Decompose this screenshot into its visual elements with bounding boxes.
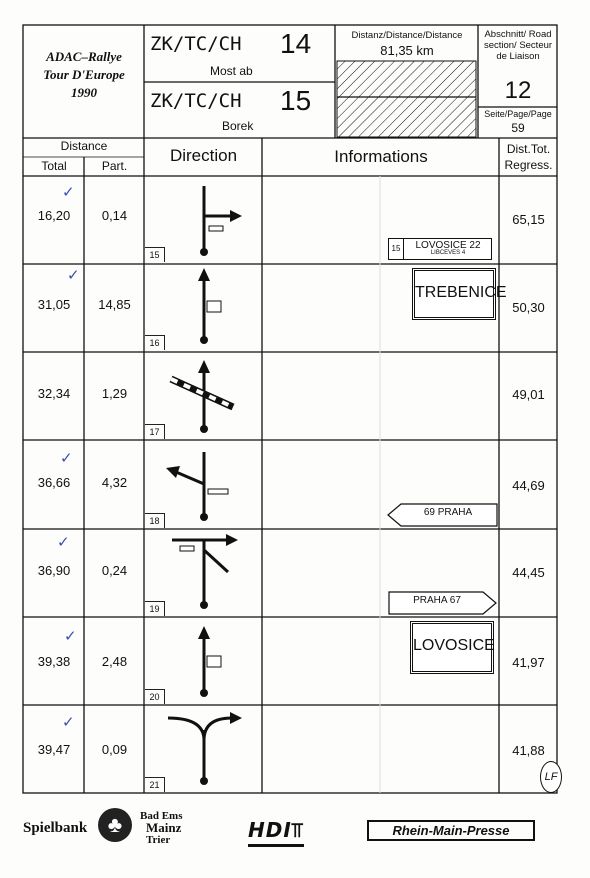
spielbank-text: Spielbank xyxy=(23,820,88,836)
rally-year: 1990 xyxy=(71,85,97,100)
col-distance: Distance xyxy=(60,139,108,153)
section-label: Abschnitt/ Road section/ Secteur de Liaison xyxy=(483,29,553,62)
tulip-21-t-junction xyxy=(168,712,242,785)
col-part: Part. xyxy=(101,159,128,173)
tulip-16-straight xyxy=(198,268,221,344)
row-part: 1,29 xyxy=(101,386,128,401)
tulip-18-fork-left xyxy=(166,452,228,521)
check-mark: ✓ xyxy=(57,533,70,551)
row-total: 39,38 xyxy=(37,654,71,669)
section-value: 12 xyxy=(504,77,532,104)
rally-line1: ADAC–Rallye xyxy=(46,49,122,64)
row-regress: 50,30 xyxy=(512,300,545,315)
from-code: ZK/TC/CH xyxy=(150,33,242,55)
row-number: 20 xyxy=(145,689,165,704)
row-part: 2,48 xyxy=(101,654,128,669)
row-number: 17 xyxy=(145,424,165,439)
row-number: 18 xyxy=(145,513,165,528)
row-total: 39,47 xyxy=(37,742,71,757)
row-regress: 41,97 xyxy=(512,655,545,670)
initials-signature: LF xyxy=(540,761,562,793)
city-mainz: Mainz xyxy=(146,820,182,835)
from-number: 14 xyxy=(280,28,312,59)
row-part: 0,14 xyxy=(101,208,128,223)
to-code: ZK/TC/CH xyxy=(150,90,242,112)
sign-69-praha-text: 69 PRAHA xyxy=(423,507,473,518)
col-total: Total xyxy=(41,159,67,173)
rally-line2: Tour D'Europe xyxy=(43,67,125,82)
spielbank-cities xyxy=(140,810,183,846)
page-value: 59 xyxy=(511,121,525,135)
row-total: 31,05 xyxy=(37,297,71,312)
row-total: 32,34 xyxy=(37,386,71,401)
tulip-17-crossing xyxy=(171,360,233,433)
distance-value: 81,35 km xyxy=(380,43,434,58)
sign-lovosice: LOVOSICE xyxy=(410,621,494,674)
sign-number: 15 xyxy=(389,239,404,259)
sign-praha-67-text: PRAHA 67 xyxy=(413,595,461,606)
check-mark: ✓ xyxy=(64,627,77,645)
tulip-20-straight xyxy=(198,626,221,697)
check-mark: ✓ xyxy=(62,183,75,201)
col-dist-tot-label: Dist.Tot. xyxy=(506,142,551,156)
distance-label: Distanz/Distance/Distance xyxy=(351,30,463,41)
row-total: 36,66 xyxy=(37,475,71,490)
check-mark: ✓ xyxy=(62,713,75,731)
row-number: 21 xyxy=(145,777,165,792)
row-part: 4,32 xyxy=(101,475,128,490)
rhein-main-presse-logo: Rhein-Main-Presse xyxy=(367,820,535,841)
row-regress: 44,45 xyxy=(512,565,545,580)
hdi-logo xyxy=(248,818,304,847)
sign-sub: LIBCEVES 4 xyxy=(430,250,466,256)
sign-lovosice-22 xyxy=(388,238,492,260)
row-regress: 49,01 xyxy=(512,387,545,402)
spielbank-logo xyxy=(23,820,87,837)
city-trier: Trier xyxy=(146,834,171,846)
to-number: 15 xyxy=(280,85,312,116)
tulip-15-right-turn xyxy=(200,186,242,256)
sign-main: LOVOSICE 22 xyxy=(415,240,481,251)
hdi-text: HDI xyxy=(248,818,292,842)
clover-icon: ♣ xyxy=(98,808,132,842)
from-place: Most ab xyxy=(210,64,253,78)
row-number: 19 xyxy=(145,601,165,616)
check-mark: ✓ xyxy=(60,449,73,467)
check-mark: ✓ xyxy=(67,266,80,284)
hdi-mark-icon: ⫪ xyxy=(291,818,305,842)
row-number: 16 xyxy=(145,335,165,350)
row-part: 0,09 xyxy=(101,742,128,757)
row-regress: 41,88 xyxy=(512,743,545,758)
row-total: 36,90 xyxy=(37,563,71,578)
row-number: 15 xyxy=(145,247,165,262)
row-total: 16,20 xyxy=(37,208,71,223)
row-regress: 65,15 xyxy=(512,212,545,227)
sign-trebenice: TREBENICE xyxy=(412,268,496,320)
col-direction: Direction xyxy=(169,146,238,165)
row-regress: 44,69 xyxy=(512,478,545,493)
row-part: 14,85 xyxy=(98,297,131,312)
to-place: Borek xyxy=(222,119,254,133)
row-part: 0,24 xyxy=(101,563,128,578)
col-informations: Informations xyxy=(334,147,428,166)
tulip-19-right-fork xyxy=(172,534,238,609)
page-label: Seite/Page/Page xyxy=(484,109,552,119)
city-bad-ems: Bad Ems xyxy=(140,810,183,822)
col-regress-label: Regress. xyxy=(504,158,553,172)
